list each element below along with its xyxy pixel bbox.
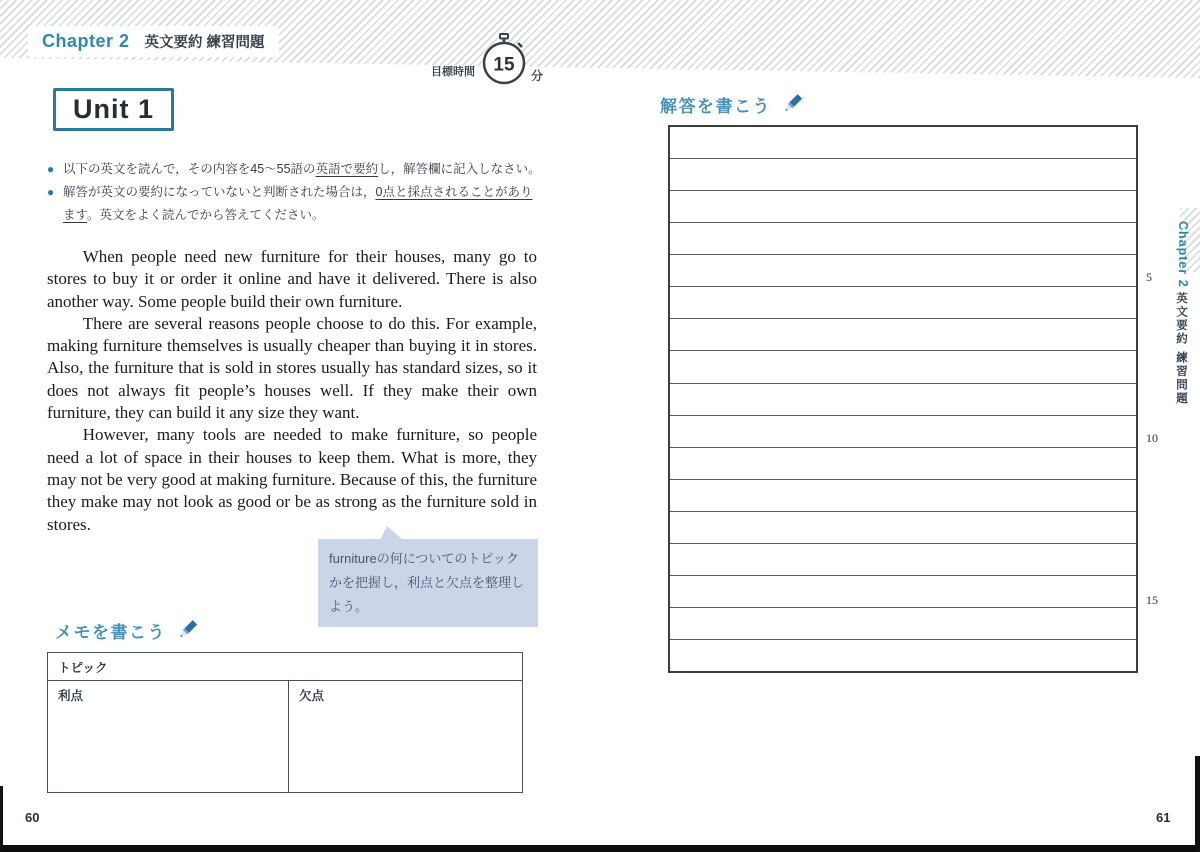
answer-line: [670, 544, 1136, 576]
chapter-label: Chapter 2: [42, 31, 130, 51]
bullet-icon: ●: [47, 185, 55, 199]
memo-disadvantages-cell: 欠点: [299, 689, 325, 703]
answer-line: [670, 287, 1136, 319]
answer-line: [670, 319, 1136, 351]
instruction-item: ● 解答が英文の要約になっていないと判断された場合は，0点と採点されることがあります。英文をよく読んでから答えてください。: [47, 181, 541, 227]
answer-line: [670, 608, 1136, 640]
chapter-title: 英文要約 練習問題: [144, 35, 265, 51]
answer-section-heading: [660, 91, 805, 117]
side-tab-chapter-label: Chapter 2: [1176, 221, 1190, 288]
bubble-pointer-icon: [380, 526, 403, 540]
passage-paragraph: However, many tools are needed to make furniture, so people need a lot of space in their houses to keep them. What is more, they may not be very good at making furniture. Because of this, the furniture they make may not look as good or be as strong as the furniture sold in stores.: [47, 425, 537, 534]
answer-line: [670, 351, 1136, 383]
passage-paragraph: There are several reasons people choose to do this. For example, making furniture themselves is usually cheaper than buying it in stores. Also, the furniture that is sold in stores usually has standard sizes, so it does not always fit people’s houses well. If they make their own furniture, they can build it any size they want.: [47, 313, 537, 423]
instruction-item: ● 以下の英文を読んで，その内容を45〜55語の英語で要約し，解答欄に記入しなさい。: [47, 158, 541, 181]
answer-line: [670, 480, 1136, 512]
memo-advantages-cell: 利点: [48, 681, 289, 792]
target-time-value: 15: [493, 54, 515, 76]
page-number-right: 61: [1156, 810, 1171, 825]
book-edge-right: [1195, 756, 1200, 852]
book-edge-bottom: [0, 845, 1200, 852]
answer-line: [670, 640, 1136, 671]
answer-line: [670, 384, 1136, 416]
target-time-unit: 分: [531, 69, 544, 83]
line-number: 5: [1146, 270, 1152, 285]
reading-passage: [47, 246, 537, 536]
memo-heading-text: メモを書こう: [55, 622, 166, 642]
page-number-left: 60: [25, 810, 40, 825]
unit-title: Unit 1: [53, 88, 174, 131]
answer-line: [670, 223, 1136, 255]
memo-section-heading: [55, 617, 200, 643]
hint-bubble: [318, 539, 538, 627]
answer-line: [670, 576, 1136, 608]
hint-bubble-text: furnitureの何についてのトピックかを把握し，利点と欠点を整理しよう。: [329, 551, 525, 614]
answer-line: [670, 159, 1136, 191]
answer-box: [668, 125, 1138, 673]
instructions: [47, 158, 541, 227]
answer-line: [670, 191, 1136, 223]
answer-line: [670, 255, 1136, 287]
passage-paragraph: When people need new furniture for their houses, many go to stores to buy it or order it online and have it delivered. There is also another way. Some people build their own furniture.: [47, 247, 537, 311]
memo-topic-cell: トピック: [48, 653, 522, 681]
bullet-icon: ●: [47, 162, 55, 176]
line-number: 15: [1146, 592, 1158, 607]
memo-table: [47, 652, 523, 793]
answer-heading-text: 解答を書こう: [660, 96, 771, 116]
book-edge-left: [0, 786, 3, 852]
side-tab-chapter-title: 英文要約 練習問題: [1175, 292, 1187, 406]
answer-line: [670, 512, 1136, 544]
chapter-header: [28, 26, 279, 57]
answer-line: [670, 416, 1136, 448]
answer-line: [670, 448, 1136, 480]
target-time-label: 目標時間: [431, 66, 475, 78]
line-number: 10: [1146, 431, 1158, 446]
answer-line: [670, 127, 1136, 159]
pencil-icon: [174, 617, 200, 643]
pencil-icon: [779, 91, 805, 117]
stopwatch-icon: [477, 32, 531, 88]
